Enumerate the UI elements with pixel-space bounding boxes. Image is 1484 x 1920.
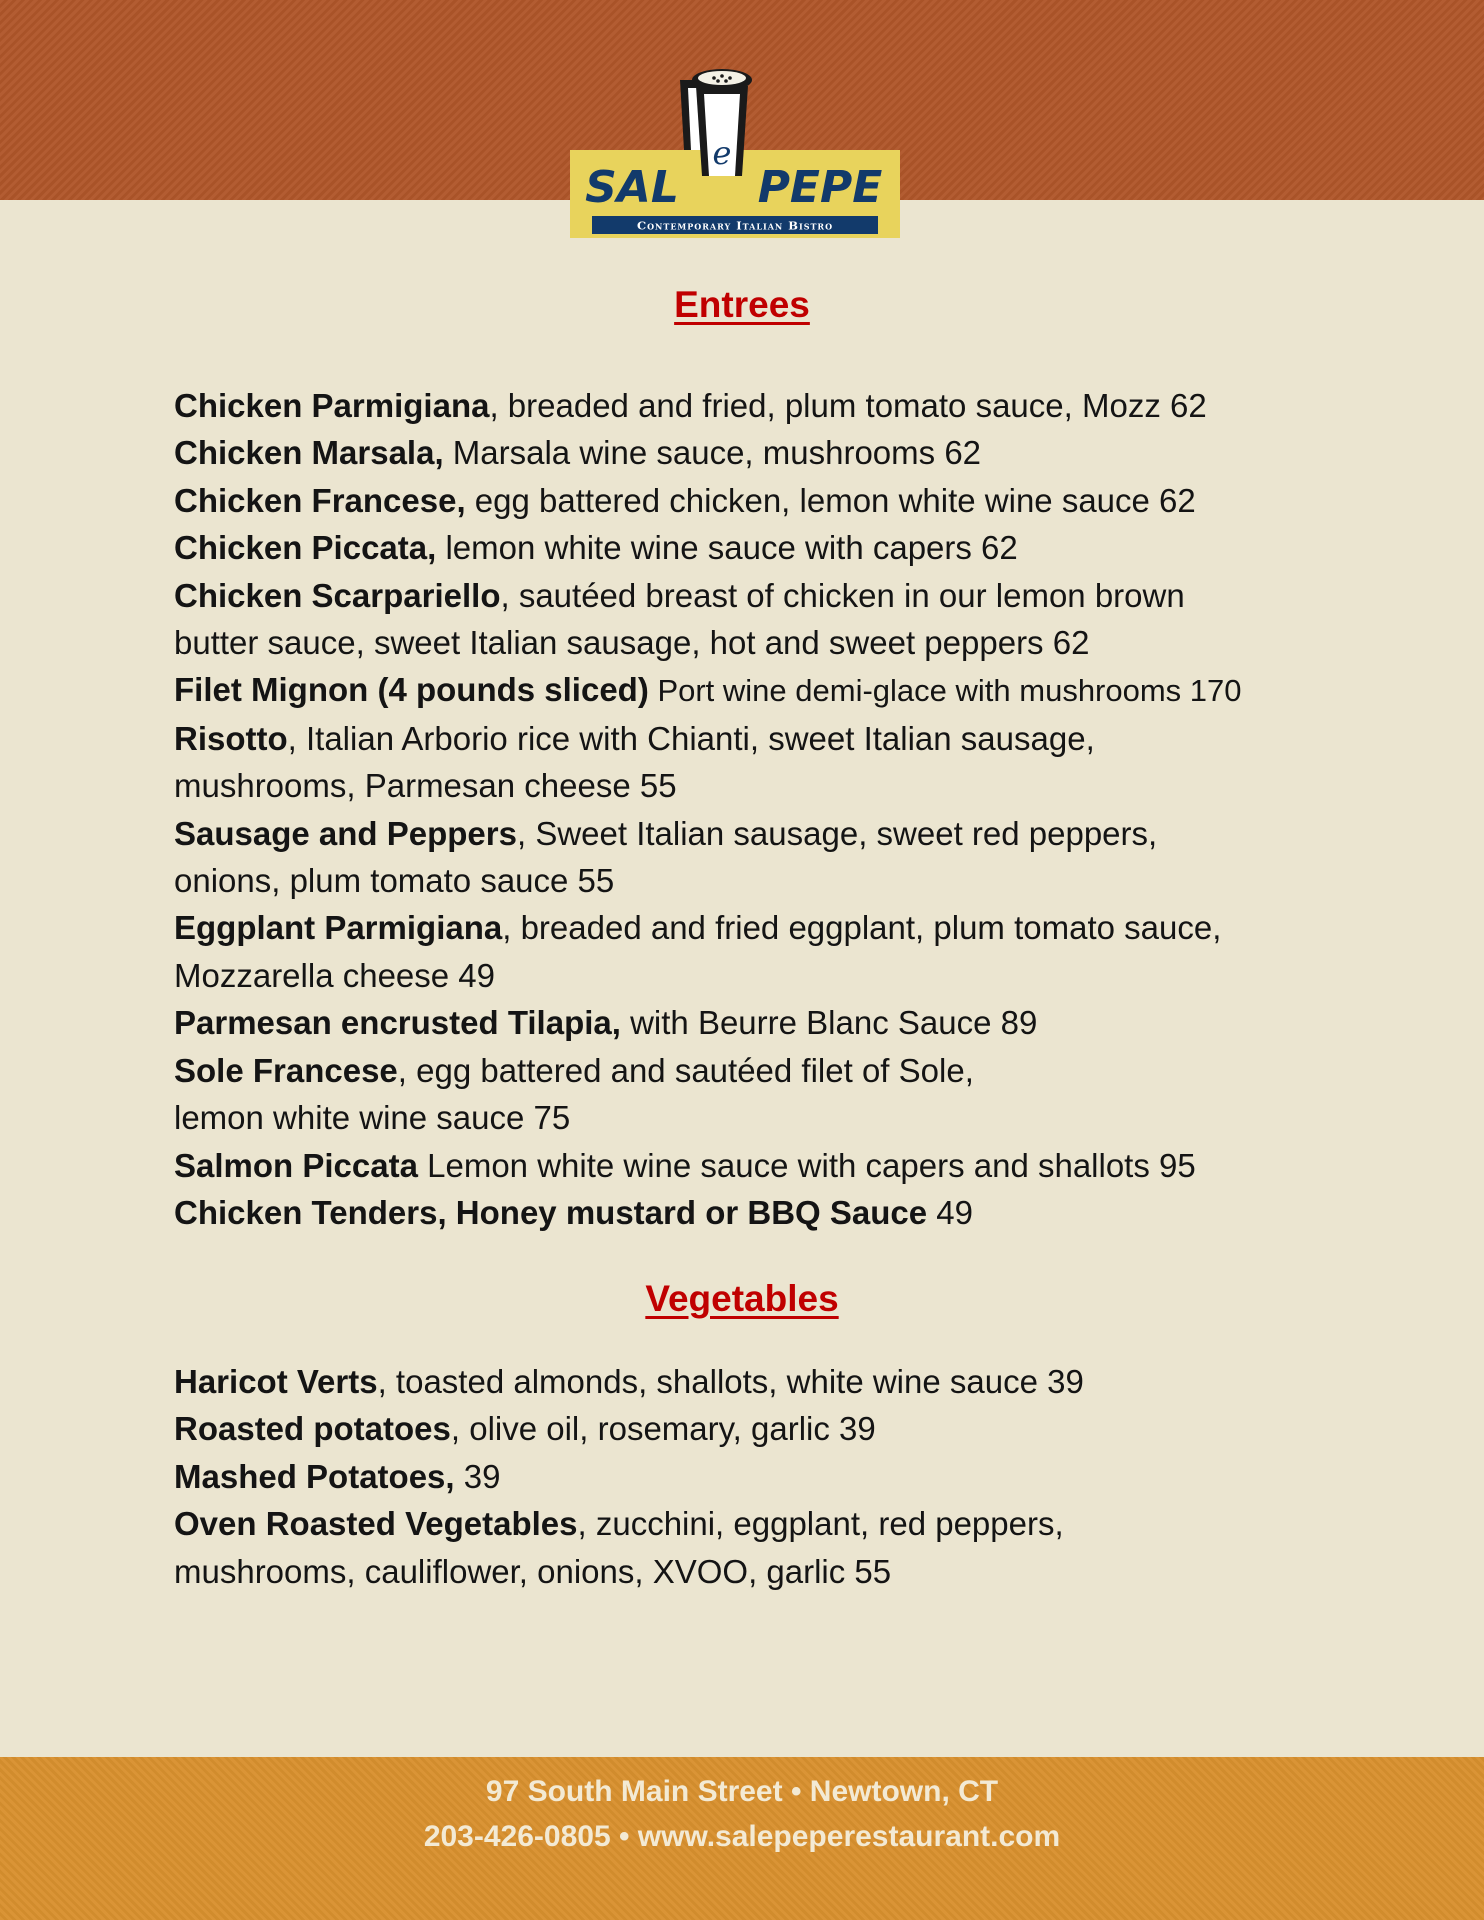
item-name: Chicken Tenders, Honey mustard or BBQ Sauce [174,1193,928,1231]
logo-name-mid: e [712,134,732,172]
menu-item [174,1142,1324,1189]
item-description-continued: onions, plum tomato sauce 55 [174,862,615,900]
menu-item [174,1405,1324,1452]
item-description: Marsala wine sauce, mushrooms 62 [443,434,982,472]
item-description-continued: lemon white wine sauce 75 [174,1099,571,1137]
item-name: Chicken Marsala, [174,434,444,472]
logo-name-right: PEPE [757,162,883,213]
menu-item [174,999,1324,1046]
item-description: Lemon white wine sauce with capers and shallots 95 [417,1146,1196,1184]
item-name: Chicken Scarpariello [174,576,501,614]
item-description: Port wine demi-glace with mushrooms 170 [648,673,1242,709]
vegetables-list [174,1358,1324,1595]
footer-address: 97 South Main Street • Newtown, CT [485,1775,999,1808]
menu-item [174,715,1324,810]
item-description-continued: mushrooms, cauliflower, onions, XVOO, garlic 55 [174,1552,892,1590]
item-name: Risotto [174,719,288,757]
menu-item [174,477,1324,524]
item-description: , zucchini, eggplant, red peppers, [577,1505,1064,1543]
vegetables-heading: Vegetables [645,1278,839,1319]
item-description-continued: butter sauce, sweet Italian sausage, hot and sweet peppers 62 [174,624,1090,662]
item-description: 49 [927,1193,973,1231]
item-description: , Sweet Italian sausage, sweet red peppers, [516,814,1158,852]
item-description: , toasted almonds, shallots, white wine sauce 39 [377,1363,1084,1400]
menu-item [174,1189,1324,1236]
menu-item [174,810,1324,905]
item-name: Roasted potatoes [174,1410,451,1448]
logo-tagline: Contemporary Italian Bistro [636,218,834,233]
menu-item [174,1500,1324,1595]
item-name: Chicken Parmigiana [174,387,490,424]
item-description: , sautéed breast of chicken in our lemon brown [500,576,1185,614]
item-description: , Italian Arborio rice with Chianti, sweet Italian sausage, [287,719,1095,757]
menu-item [174,382,1324,429]
entrees-heading: Entrees [674,284,810,325]
item-description: , egg battered and sautéed filet of Sole, [397,1051,974,1089]
item-name: Salmon Piccata [174,1146,418,1184]
sal-e-pepe-logo [570,66,900,238]
menu-item [174,1047,1324,1142]
item-description: , breaded and fried, plum tomato sauce, Mozz 62 [489,387,1207,424]
menu-item [174,429,1324,476]
entrees-list [174,382,1324,1236]
item-name: Mashed Potatoes, [174,1457,455,1495]
item-name: Oven Roasted Vegetables [174,1505,578,1543]
item-description: egg battered chicken, lemon white wine sauce 62 [465,481,1196,519]
item-description-continued: mushrooms, Parmesan cheese 55 [174,767,677,805]
item-name: Parmesan encrusted Tilapia, [174,1004,621,1042]
item-description: with Beurre Blanc Sauce 89 [620,1004,1038,1042]
item-description: , breaded and fried eggplant, plum tomato sauce, [502,909,1222,947]
menu-item [174,904,1324,999]
item-name: Filet Mignon (4 pounds sliced) [174,671,649,709]
item-name: Chicken Piccata, [174,529,437,567]
item-description: lemon white wine sauce with capers 62 [436,529,1018,567]
menu-item [174,1453,1324,1500]
menu-item [174,666,1324,714]
menu-item [174,572,1324,667]
item-name: Sole Francese [174,1051,398,1089]
menu-item [174,1358,1324,1405]
item-description-continued: Mozzarella cheese 49 [174,956,496,994]
item-description: , olive oil, rosemary, garlic 39 [450,1410,876,1448]
item-description: 39 [454,1457,501,1495]
logo-name-left: SAL [585,162,679,213]
item-name: Haricot Verts [174,1363,378,1400]
item-name: Eggplant Parmigiana [174,909,503,947]
item-name: Sausage and Peppers [174,814,517,852]
menu-item [174,524,1324,571]
footer-contact: 203-426-0805 • www.salepeperestaurant.com [423,1820,1061,1853]
item-name: Chicken Francese, [174,481,466,519]
